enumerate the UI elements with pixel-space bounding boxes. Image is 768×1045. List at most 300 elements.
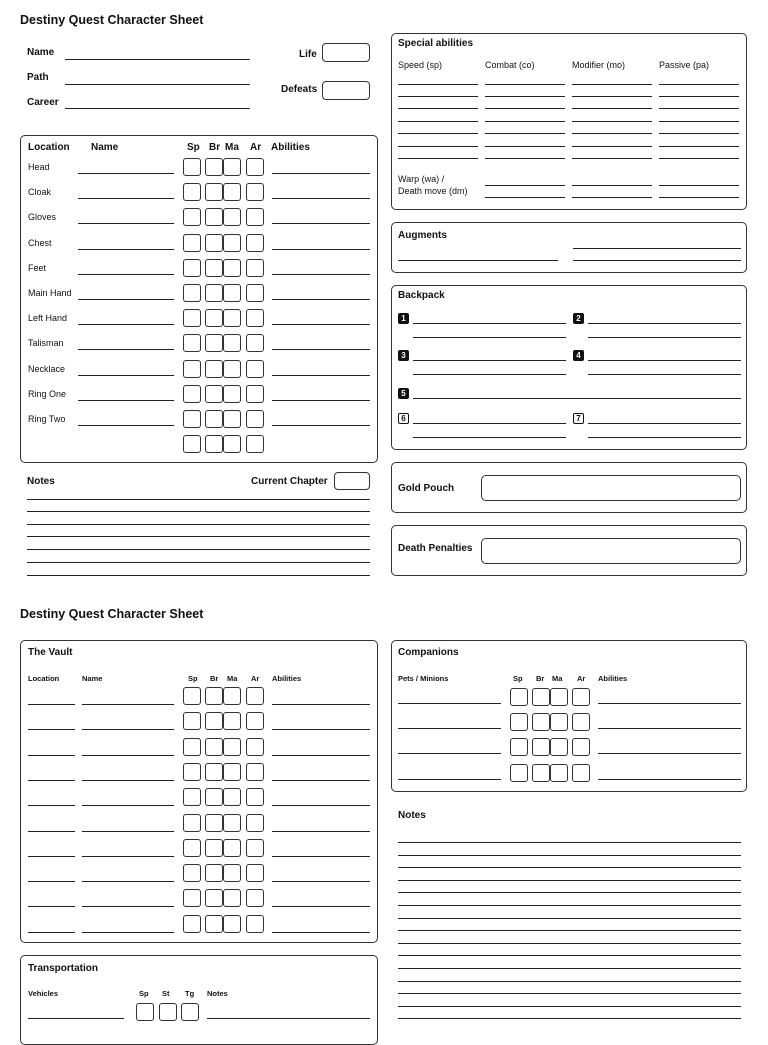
vault-name-field[interactable]: [82, 805, 174, 806]
equip-name-field[interactable]: [78, 274, 174, 275]
vault-location-field[interactable]: [28, 906, 75, 907]
vault-ma-box[interactable]: [223, 889, 241, 907]
equip-ar-box[interactable]: [246, 309, 264, 327]
augments-field[interactable]: [398, 260, 558, 261]
equip-abilities-field[interactable]: [272, 173, 370, 174]
vault-ar-box[interactable]: [246, 687, 264, 705]
equip-ar-box[interactable]: [246, 435, 264, 453]
backpack-field[interactable]: [413, 374, 566, 375]
special-ability-line[interactable]: [398, 108, 478, 109]
companion-abilities-field[interactable]: [598, 703, 741, 704]
augments-field[interactable]: [573, 260, 741, 261]
equip-br-box[interactable]: [205, 183, 223, 201]
vault-ma-box[interactable]: [223, 814, 241, 832]
equip-br-box[interactable]: [205, 234, 223, 252]
equip-name-field[interactable]: [78, 249, 174, 250]
column-speed: Speed (sp): [398, 60, 443, 70]
vault-br-box[interactable]: [205, 763, 223, 781]
notes2-line[interactable]: [398, 842, 741, 843]
equip-ma-box[interactable]: [223, 183, 241, 201]
vault-abilities-field[interactable]: [272, 805, 370, 806]
defeats-box[interactable]: [322, 81, 370, 100]
equip-sp-box[interactable]: [183, 385, 201, 403]
companion-ma-box[interactable]: [550, 764, 568, 782]
vault-sp-box[interactable]: [183, 915, 201, 933]
notes2-title: Notes: [398, 810, 426, 821]
vault-header-location: Location: [28, 674, 60, 683]
vault-ar-box[interactable]: [246, 864, 264, 882]
equip-header-name: Name: [91, 142, 119, 153]
vault-br-box[interactable]: [205, 712, 223, 730]
path-field[interactable]: [65, 84, 250, 85]
companion-sp-box[interactable]: [510, 688, 528, 706]
special-ability-line[interactable]: [572, 108, 652, 109]
equip-sp-box[interactable]: [183, 284, 201, 302]
vault-abilities-field[interactable]: [272, 704, 370, 705]
companion-br-box[interactable]: [532, 738, 550, 756]
equip-br-box[interactable]: [205, 284, 223, 302]
equip-sp-box[interactable]: [183, 309, 201, 327]
equip-ma-box[interactable]: [223, 284, 241, 302]
companion-ar-box[interactable]: [572, 688, 590, 706]
vault-br-box[interactable]: [205, 788, 223, 806]
backpack-field[interactable]: [413, 398, 741, 399]
equip-br-box[interactable]: [205, 385, 223, 403]
equip-abilities-field[interactable]: [272, 375, 370, 376]
gold-pouch-label: Gold Pouch: [398, 483, 455, 494]
equip-sp-box[interactable]: [183, 410, 201, 428]
backpack-panel: [391, 285, 747, 450]
notes-line[interactable]: [27, 499, 370, 500]
vault-abilities-field[interactable]: [272, 831, 370, 832]
notes-line[interactable]: [27, 575, 370, 576]
vault-br-box[interactable]: [205, 738, 223, 756]
current-chapter-box[interactable]: [334, 472, 370, 490]
vault-br-box[interactable]: [205, 814, 223, 832]
vault-header-name: Name: [82, 674, 103, 683]
death-penalties-panel: [391, 525, 747, 576]
vault-ma-box[interactable]: [223, 839, 241, 857]
vault-abilities-field[interactable]: [272, 906, 370, 907]
equip-slot-label: Left Hand: [28, 313, 68, 324]
notes2-line[interactable]: [398, 880, 741, 881]
equip-ar-box[interactable]: [246, 284, 264, 302]
vehicle-st-box[interactable]: [159, 1003, 177, 1021]
vault-header-sp: Sp: [188, 674, 198, 683]
backpack-field[interactable]: [588, 423, 741, 424]
equip-name-field[interactable]: [78, 425, 174, 426]
special-ability-line[interactable]: [659, 133, 739, 134]
vault-name-field[interactable]: [82, 932, 174, 933]
special-ability-line[interactable]: [659, 146, 739, 147]
backpack-slot-number: 3: [398, 350, 409, 361]
equip-name-field[interactable]: [78, 299, 174, 300]
special-ability-line[interactable]: [485, 96, 565, 97]
backpack-field[interactable]: [588, 437, 741, 438]
equip-abilities-field[interactable]: [272, 198, 370, 199]
vault-ma-box[interactable]: [223, 712, 241, 730]
vault-name-field[interactable]: [82, 831, 174, 832]
equip-name-field[interactable]: [78, 198, 174, 199]
companion-abilities-field[interactable]: [598, 779, 741, 780]
vault-br-box[interactable]: [205, 915, 223, 933]
equip-ma-box[interactable]: [223, 234, 241, 252]
special-ability-line[interactable]: [659, 84, 739, 85]
companion-abilities-field[interactable]: [598, 753, 741, 754]
vault-sp-box[interactable]: [183, 864, 201, 882]
notes2-line[interactable]: [398, 968, 741, 969]
augments-title: Augments: [398, 230, 447, 241]
transport-header-notes: Notes: [207, 989, 228, 998]
vault-ar-box[interactable]: [246, 839, 264, 857]
life-box[interactable]: [322, 43, 370, 62]
vehicle-field[interactable]: [28, 1018, 124, 1019]
vault-ma-box[interactable]: [223, 687, 241, 705]
warp-line[interactable]: [485, 185, 565, 186]
special-ability-line[interactable]: [659, 158, 739, 159]
companion-br-box[interactable]: [532, 713, 550, 731]
companion-ma-box[interactable]: [550, 738, 568, 756]
vault-name-field[interactable]: [82, 729, 174, 730]
equip-br-box[interactable]: [205, 158, 223, 176]
equip-abilities-field[interactable]: [272, 349, 370, 350]
equip-br-box[interactable]: [205, 435, 223, 453]
vault-abilities-field[interactable]: [272, 881, 370, 882]
defeats-label: Defeats: [281, 84, 318, 95]
special-ability-line[interactable]: [572, 158, 652, 159]
companion-br-box[interactable]: [532, 688, 550, 706]
equip-br-box[interactable]: [205, 309, 223, 327]
vault-ma-box[interactable]: [223, 788, 241, 806]
death-penalties-field[interactable]: [481, 538, 741, 564]
backpack-title: Backpack: [398, 290, 445, 301]
name-label: Name: [27, 47, 55, 58]
backpack-slot-number: 4: [573, 350, 584, 361]
equip-slot-label: Feet: [28, 262, 47, 273]
equip-ar-box[interactable]: [246, 158, 264, 176]
special-ability-line[interactable]: [398, 121, 478, 122]
vault-br-box[interactable]: [205, 864, 223, 882]
warp-line[interactable]: [572, 185, 652, 186]
special-ability-line[interactable]: [572, 121, 652, 122]
vault-location-field[interactable]: [28, 805, 75, 806]
companion-ma-box[interactable]: [550, 713, 568, 731]
column-modifier: Modifier (mo): [572, 60, 626, 70]
notes2-line[interactable]: [398, 1018, 741, 1019]
equip-name-field[interactable]: [78, 223, 174, 224]
vault-name-field[interactable]: [82, 704, 174, 705]
notes2-line[interactable]: [398, 855, 741, 856]
special-ability-line[interactable]: [398, 84, 478, 85]
vault-abilities-field[interactable]: [272, 856, 370, 857]
special-ability-line[interactable]: [485, 121, 565, 122]
backpack-field[interactable]: [413, 437, 566, 438]
vault-br-box[interactable]: [205, 839, 223, 857]
vault-ma-box[interactable]: [223, 738, 241, 756]
special-ability-line[interactable]: [398, 146, 478, 147]
vault-location-field[interactable]: [28, 881, 75, 882]
companion-sp-box[interactable]: [510, 713, 528, 731]
special-ability-line[interactable]: [572, 146, 652, 147]
equip-br-box[interactable]: [205, 410, 223, 428]
special-ability-line[interactable]: [398, 133, 478, 134]
backpack-slot-number: 2: [573, 313, 584, 324]
name-field[interactable]: [65, 59, 250, 60]
vault-abilities-field[interactable]: [272, 729, 370, 730]
special-ability-line[interactable]: [659, 108, 739, 109]
special-ability-line[interactable]: [485, 84, 565, 85]
warp-line[interactable]: [659, 197, 739, 198]
warp-label: Warp (wa) /: [398, 174, 445, 184]
equip-br-box[interactable]: [205, 259, 223, 277]
vault-sp-box[interactable]: [183, 712, 201, 730]
vault-br-box[interactable]: [205, 889, 223, 907]
equip-ma-box[interactable]: [223, 208, 241, 226]
backpack-field[interactable]: [413, 423, 566, 424]
path-label: Path: [27, 72, 49, 83]
companion-name-field[interactable]: [398, 779, 501, 780]
equip-sp-box[interactable]: [183, 360, 201, 378]
equip-ar-box[interactable]: [246, 360, 264, 378]
gold-pouch-field[interactable]: [481, 475, 741, 501]
equip-ma-box[interactable]: [223, 259, 241, 277]
equip-header-abilities: Abilities: [271, 142, 310, 153]
companion-sp-box[interactable]: [510, 738, 528, 756]
special-ability-line[interactable]: [398, 96, 478, 97]
vault-sp-box[interactable]: [183, 738, 201, 756]
special-ability-line[interactable]: [485, 108, 565, 109]
companions-header-ar: Ar: [577, 674, 586, 683]
special-ability-line[interactable]: [398, 158, 478, 159]
notes-line[interactable]: [27, 562, 370, 563]
warp-line[interactable]: [659, 185, 739, 186]
equip-header-location: Location: [28, 142, 70, 153]
vault-ar-box[interactable]: [246, 788, 264, 806]
transport-header-sp: Sp: [139, 989, 149, 998]
special-ability-line[interactable]: [659, 96, 739, 97]
equip-br-box[interactable]: [205, 360, 223, 378]
equip-name-field[interactable]: [78, 375, 174, 376]
equip-slot-label: Ring Two: [28, 414, 66, 424]
companions-header-sp: Sp: [513, 674, 523, 683]
notes-line[interactable]: [27, 536, 370, 537]
equip-abilities-field[interactable]: [272, 324, 370, 325]
transportation-panel: [20, 955, 378, 1045]
equip-ar-box[interactable]: [246, 259, 264, 277]
equip-sp-box[interactable]: [183, 208, 201, 226]
companion-abilities-field[interactable]: [598, 728, 741, 729]
equip-abilities-field[interactable]: [272, 425, 370, 426]
equip-sp-box[interactable]: [183, 234, 201, 252]
equip-ar-box[interactable]: [246, 234, 264, 252]
vault-ar-box[interactable]: [246, 712, 264, 730]
companion-name-field[interactable]: [398, 728, 501, 729]
notes2-line[interactable]: [398, 867, 741, 868]
companion-ar-box[interactable]: [572, 738, 590, 756]
backpack-field[interactable]: [413, 323, 566, 324]
equip-header-sp: Sp: [187, 142, 200, 153]
notes2-line[interactable]: [398, 905, 741, 906]
equip-abilities-field[interactable]: [272, 274, 370, 275]
vault-abilities-field[interactable]: [272, 932, 370, 933]
vault-name-field[interactable]: [82, 906, 174, 907]
notes2-line[interactable]: [398, 993, 741, 994]
vehicle-tg-box[interactable]: [181, 1003, 199, 1021]
notes-line[interactable]: [27, 524, 370, 525]
equip-sp-box[interactable]: [183, 259, 201, 277]
equip-sp-box[interactable]: [183, 334, 201, 352]
vault-name-field[interactable]: [82, 881, 174, 882]
augments-field[interactable]: [573, 248, 741, 249]
companion-sp-box[interactable]: [510, 764, 528, 782]
vault-abilities-field[interactable]: [272, 755, 370, 756]
vault-ar-box[interactable]: [246, 915, 264, 933]
notes2-line[interactable]: [398, 955, 741, 956]
equip-header-br: Br: [209, 142, 221, 153]
notes-title: Notes: [27, 476, 55, 487]
equip-abilities-field[interactable]: [272, 249, 370, 250]
equipment-panel: [20, 135, 378, 463]
equip-ma-box[interactable]: [223, 435, 241, 453]
career-field[interactable]: [65, 108, 250, 109]
equip-ma-box[interactable]: [223, 385, 241, 403]
special-ability-line[interactable]: [572, 84, 652, 85]
equip-ma-box[interactable]: [223, 158, 241, 176]
equip-sp-box[interactable]: [183, 435, 201, 453]
vault-location-field[interactable]: [28, 755, 75, 756]
vault-ar-box[interactable]: [246, 763, 264, 781]
equip-name-field[interactable]: [78, 349, 174, 350]
companion-name-field[interactable]: [398, 703, 501, 704]
special-ability-line[interactable]: [572, 133, 652, 134]
equip-name-field[interactable]: [78, 400, 174, 401]
equip-slot-label: Gloves: [28, 212, 57, 223]
special-abilities-title: Special abilities: [398, 38, 474, 49]
backpack-field[interactable]: [588, 374, 741, 375]
equip-ar-box[interactable]: [246, 385, 264, 403]
equip-name-field[interactable]: [78, 324, 174, 325]
backpack-field[interactable]: [588, 360, 741, 361]
vault-location-field[interactable]: [28, 780, 75, 781]
vault-name-field[interactable]: [82, 856, 174, 857]
notes-line[interactable]: [27, 549, 370, 550]
vault-location-field[interactable]: [28, 831, 75, 832]
backpack-slot-number: 1: [398, 313, 409, 324]
vault-sp-box[interactable]: [183, 788, 201, 806]
vault-header-abilities: Abilities: [272, 674, 302, 683]
equip-ma-box[interactable]: [223, 410, 241, 428]
backpack-slot-number: 7: [573, 413, 584, 424]
notes-line[interactable]: [27, 511, 370, 512]
vault-ar-box[interactable]: [246, 738, 264, 756]
backpack-slot-number: 5: [398, 388, 409, 399]
vault-ar-box[interactable]: [246, 889, 264, 907]
backpack-slot-number: 6: [398, 413, 409, 424]
vault-ma-box[interactable]: [223, 763, 241, 781]
equip-sp-box[interactable]: [183, 158, 201, 176]
sheet-title: Destiny Quest Character Sheet: [20, 13, 204, 27]
equip-abilities-field[interactable]: [272, 299, 370, 300]
vault-sp-box[interactable]: [183, 763, 201, 781]
special-ability-line[interactable]: [485, 146, 565, 147]
equip-ma-box[interactable]: [223, 360, 241, 378]
notes2-line[interactable]: [398, 981, 741, 982]
backpack-field[interactable]: [413, 360, 566, 361]
notes2-line[interactable]: [398, 892, 741, 893]
vault-ma-box[interactable]: [223, 915, 241, 933]
transport-header-vehicles: Vehicles: [28, 989, 59, 998]
equip-sp-box[interactable]: [183, 183, 201, 201]
backpack-field[interactable]: [413, 337, 566, 338]
companion-ma-box[interactable]: [550, 688, 568, 706]
equip-ma-box[interactable]: [223, 334, 241, 352]
equip-abilities-field[interactable]: [272, 400, 370, 401]
vault-sp-box[interactable]: [183, 814, 201, 832]
vault-name-field[interactable]: [82, 780, 174, 781]
warp-line[interactable]: [572, 197, 652, 198]
backpack-field[interactable]: [588, 337, 741, 338]
vault-location-field[interactable]: [28, 856, 75, 857]
vault-name-field[interactable]: [82, 755, 174, 756]
equip-slot-label: Talisman: [28, 338, 64, 349]
companions-header-abilities: Abilities: [598, 674, 628, 683]
notes2-line[interactable]: [398, 930, 741, 931]
equip-name-field[interactable]: [78, 173, 174, 174]
equip-slot-label: Cloak: [28, 187, 52, 198]
equip-ar-box[interactable]: [246, 334, 264, 352]
special-ability-line[interactable]: [485, 158, 565, 159]
companion-br-box[interactable]: [532, 764, 550, 782]
equip-br-box[interactable]: [205, 334, 223, 352]
vault-ma-box[interactable]: [223, 864, 241, 882]
companion-name-field[interactable]: [398, 753, 501, 754]
equip-ar-box[interactable]: [246, 410, 264, 428]
special-ability-line[interactable]: [659, 121, 739, 122]
equip-abilities-field[interactable]: [272, 223, 370, 224]
vault-abilities-field[interactable]: [272, 780, 370, 781]
vault-br-box[interactable]: [205, 687, 223, 705]
vault-sp-box[interactable]: [183, 687, 201, 705]
companion-ar-box[interactable]: [572, 764, 590, 782]
current-chapter-label: Current Chapter: [251, 476, 328, 487]
vehicle-sp-box[interactable]: [136, 1003, 154, 1021]
companions-header-br: Br: [536, 674, 545, 683]
notes2-line[interactable]: [398, 918, 741, 919]
special-abilities-panel: [391, 33, 747, 210]
vault-location-field[interactable]: [28, 704, 75, 705]
vault-ar-box[interactable]: [246, 814, 264, 832]
vehicle-notes-field[interactable]: [207, 1018, 370, 1019]
vault-sp-box[interactable]: [183, 839, 201, 857]
vault-sp-box[interactable]: [183, 889, 201, 907]
vault-location-field[interactable]: [28, 932, 75, 933]
column-passive: Passive (pa): [659, 60, 710, 70]
vault-location-field[interactable]: [28, 729, 75, 730]
warp-line[interactable]: [485, 197, 565, 198]
notes2-line[interactable]: [398, 943, 741, 944]
equip-br-box[interactable]: [205, 208, 223, 226]
backpack-field[interactable]: [588, 323, 741, 324]
equip-ma-box[interactable]: [223, 309, 241, 327]
life-label: Life: [299, 49, 317, 60]
equip-ar-box[interactable]: [246, 183, 264, 201]
companion-ar-box[interactable]: [572, 713, 590, 731]
special-ability-line[interactable]: [485, 133, 565, 134]
career-label: Career: [27, 97, 59, 108]
special-ability-line[interactable]: [572, 96, 652, 97]
notes2-line[interactable]: [398, 1006, 741, 1007]
equip-ar-box[interactable]: [246, 208, 264, 226]
